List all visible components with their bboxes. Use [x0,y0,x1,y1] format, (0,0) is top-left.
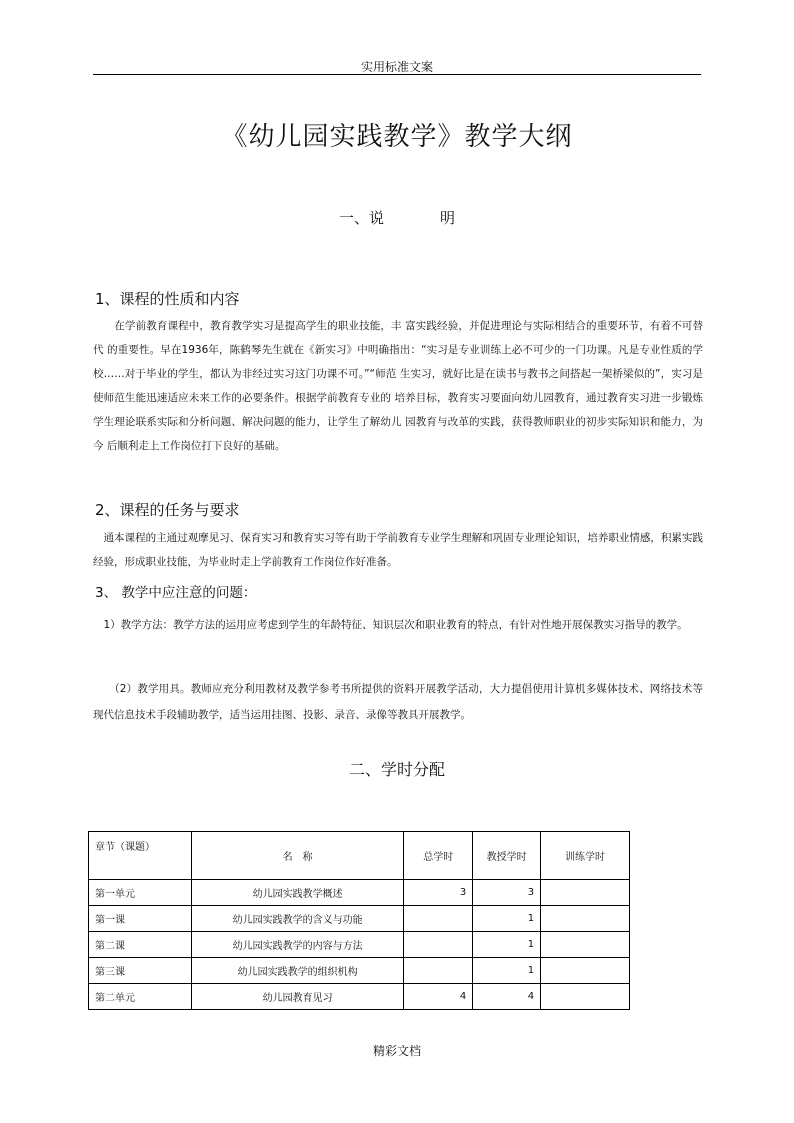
hours-table [88,831,630,1010]
cell-chapter: 第一课 [89,906,192,932]
cell-training [541,958,630,984]
cell-teaching: 1 [473,932,541,958]
cell-teaching: 1 [473,906,541,932]
cell-name: 幼儿园实践教学概述 [191,880,404,906]
header-cell-total: 总学时 [404,832,473,880]
cell-total [404,932,473,958]
cell-training [541,984,630,1010]
cell-name: 幼儿园实践教学的组织机构 [191,958,404,984]
header-cell-chapter: 章节（课题） [89,832,192,880]
document-title: 《幼儿园实践教学》教学大纲 [221,122,573,152]
header-cell-name: 名 称 [191,832,404,880]
cell-name: 幼儿园实践教学的内容与方法 [191,932,404,958]
cell-total: 3 [404,880,473,906]
cell-teaching: 1 [473,958,541,984]
paragraph-tools: （2）教学用具。教师应充分利用教材及教学参考书所提供的资料开展教学活动，大力提倡使用计算机多媒体技术、网络技术等现代信息技术手段辅助教学，适当运用挂图、投影、录音、录像等教具开展教学。 [93,683,703,721]
section-word: 明 [440,209,456,227]
section-heading-explanation [0,207,794,228]
cell-name: 幼儿园教育见习 [191,984,404,1010]
cell-total [404,958,473,984]
table-row [89,932,630,958]
paragraph-methods: 1）教学方法：教学方法的运用应考虑到学生的年龄特征、知识层次和职业教育的特点，有针对性地开展保教实习指导的教学。 [93,619,688,631]
header-divider [93,74,701,75]
cell-total: 4 [404,984,473,1010]
header-cell-training: 训练学时 [541,832,630,880]
subheading-notes: 3、 教学中应注意的问题： [95,585,257,601]
cell-chapter: 第一单元 [89,880,192,906]
cell-training [541,932,630,958]
table-row [89,906,630,932]
cell-training [541,906,630,932]
cell-teaching: 4 [473,984,541,1010]
cell-teaching: 3 [473,880,541,906]
table-header-row [89,832,630,880]
cell-chapter: 第二课 [89,932,192,958]
subheading-tasks: 2、课程的任务与要求 [95,501,240,519]
paragraph-nature: 在学前教育课程中，教育教学实习是提高学生的职业技能，丰 富实践经验，并促进理论与实际相结合的重要环节，有着不可替代 的重要性。早在1936年，陈鹤琴先生就在《新实习》中明确指出：“实习是专业训练上必不可少的一门功课。凡是专业性质的学 校……对于毕业的学生，都认为非经过实习这门功课不可。”“师范 生实习，就好比是在读书与教书之间搭起一架桥梁似的”，实习是 使师范生能迅速适应未来工作的必要条件。根据学前教育专业的 培养目标，教育实习要面向幼儿园教育，通过教育实习进一步锻炼 学生理论联系实际和分析问题、解决问题的能力，让学生了解幼儿 园教育与改革的实践，获得教师职业的初步实际知识和能力，为今 后顺利走上工作岗位打下良好的基础。 [93,320,703,452]
table-row [89,984,630,1010]
cell-total [404,906,473,932]
section-number: 一、说 [338,209,384,227]
table-row [89,958,630,984]
cell-name: 幼儿园实践教学的含义与功能 [191,906,404,932]
section-heading-hours: 二、学时分配 [348,760,445,779]
page-footer: 精彩文档 [372,1044,421,1058]
table-row [89,880,630,906]
subheading-nature: 1、课程的性质和内容 [95,290,240,308]
paragraph-tasks: 通本课程的主通过观摩见习、保育实习和教育实习等有助于学前教育专业学生理解和巩固专业理论知识，培养职业情感，积累实践经验，形成职业技能，为毕业时走上学前教育工作岗位作好准备。 [93,532,703,568]
cell-chapter: 第二单元 [89,984,192,1010]
cell-chapter: 第三课 [89,958,192,984]
cell-training [541,880,630,906]
page-header: 实用标准文案 [360,60,433,74]
header-cell-teaching: 教授学时 [473,832,541,880]
